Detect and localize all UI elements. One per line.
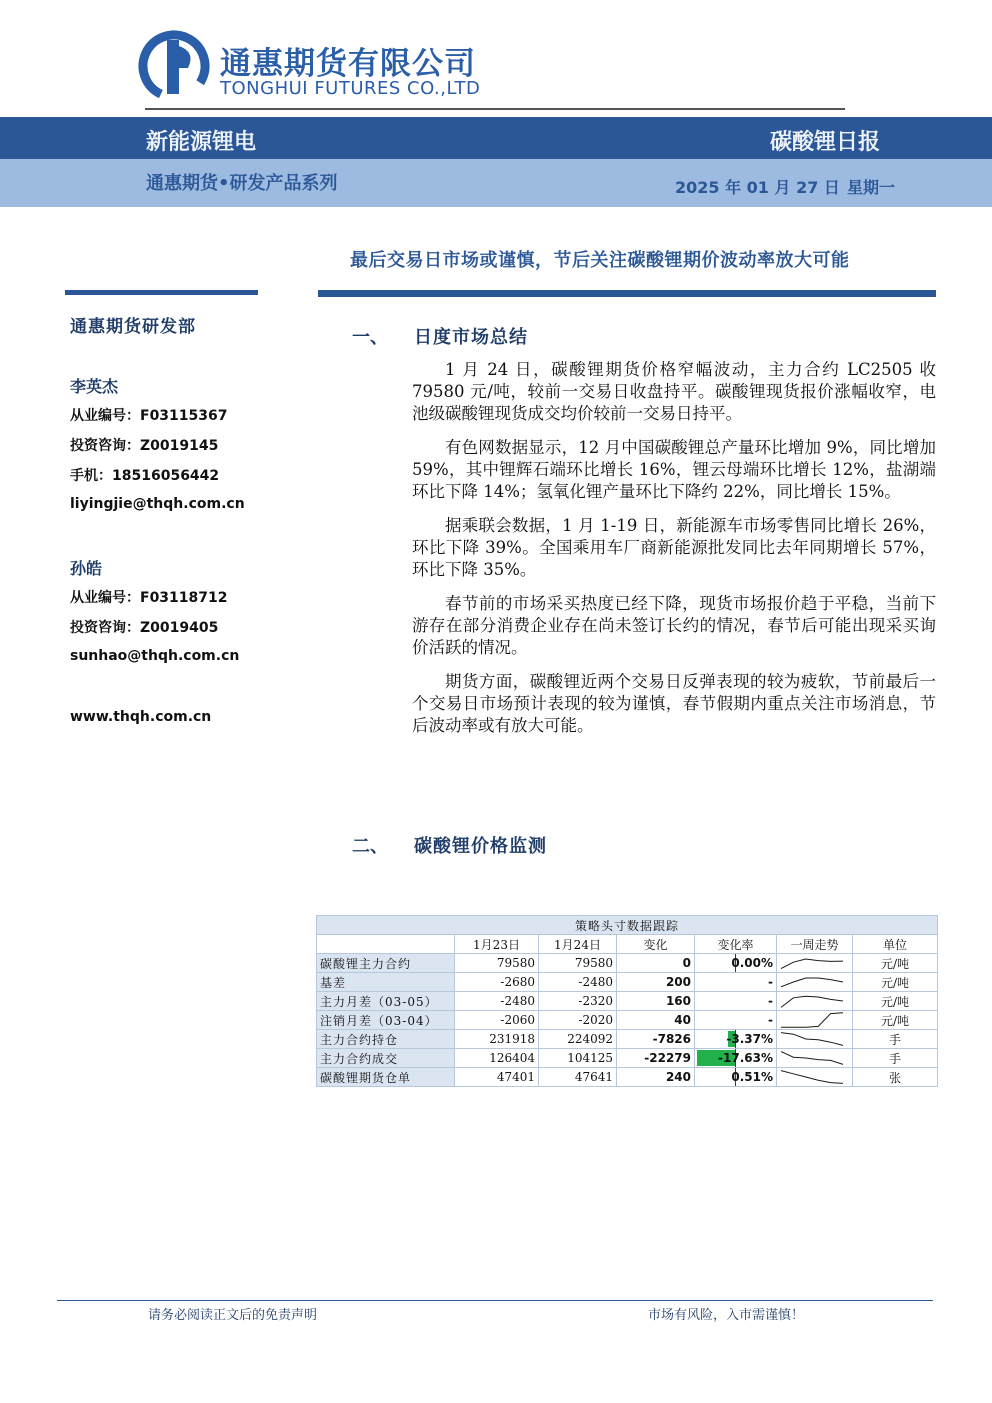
- report-category: 新能源锂电: [146, 130, 257, 155]
- analyst-consult-id: 投资咨询：Z0019145: [70, 438, 219, 454]
- change-rate-text: -: [768, 975, 773, 989]
- cell-change: 40: [617, 1011, 695, 1030]
- analyst-consult-id: 投资咨询：Z0019405: [70, 620, 219, 636]
- content-rule: [318, 290, 936, 297]
- footer-divider: [57, 1300, 933, 1301]
- cell-prev-day: 126404: [455, 1049, 539, 1068]
- row-label: 注销月差（03-04）: [317, 1011, 455, 1030]
- cell-change: 0: [617, 954, 695, 973]
- cell-current-day: 224092: [539, 1030, 617, 1049]
- analyst-email: sunhao@thqh.com.cn: [70, 648, 240, 664]
- cell-prev-day: 231918: [455, 1030, 539, 1049]
- cell-change-rate: [695, 1049, 777, 1068]
- column-header: [317, 935, 455, 954]
- cell-change-rate: [695, 1011, 777, 1030]
- sidebar-rule: [65, 290, 258, 295]
- cell-prev-day: -2680: [455, 973, 539, 992]
- cell-weekly-trend: [777, 1030, 853, 1049]
- column-header: 变化: [617, 935, 695, 954]
- table-title: 策略头寸数据跟踪: [317, 916, 938, 935]
- column-header: 变化率: [695, 935, 777, 954]
- cell-unit: 元/吨: [853, 1011, 938, 1030]
- paragraph: 1 月 24 日，碳酸锂期货价格窄幅波动，主力合约 LC2505 收 79580 元/吨，较前一交易日收盘持平。碳酸锂现货报价涨幅收窄，电池级碳酸锂现货成交均价较前一交易日持平。: [412, 360, 936, 423]
- cell-change-rate: [695, 1030, 777, 1049]
- header-divider: [145, 108, 845, 110]
- cell-change-rate: [695, 954, 777, 973]
- sparkline-series: [781, 1052, 843, 1065]
- sparkline: [777, 992, 847, 1010]
- cell-current-day: 79580: [539, 954, 617, 973]
- analyst-email: liyingjie@thqh.com.cn: [70, 496, 245, 512]
- column-header: 1月23日: [455, 935, 539, 954]
- cell-prev-day: 47401: [455, 1068, 539, 1087]
- sparkline: [777, 1068, 847, 1086]
- paragraph: 春节前的市场采买热度已经下降，现货市场报价趋于平稳，当前下游存在部分消费企业存在尚未签订长约的情况，春节后可能出现采买询价活跃的情况。: [412, 594, 936, 657]
- department-name: 通惠期货研发部: [70, 317, 196, 337]
- cell-prev-day: -2060: [455, 1011, 539, 1030]
- cell-weekly-trend: [777, 973, 853, 992]
- analyst-phone: 手机：18516056442: [70, 468, 220, 484]
- change-rate-text: -3.37%: [726, 1032, 773, 1046]
- section-number: 二、: [352, 836, 388, 857]
- table-row: [317, 954, 938, 973]
- cell-change-rate: [695, 973, 777, 992]
- sparkline: [777, 954, 847, 972]
- row-label: 主力合约成交: [317, 1049, 455, 1068]
- cell-current-day: -2480: [539, 973, 617, 992]
- table-row: [317, 992, 938, 1011]
- sparkline: [777, 973, 847, 991]
- sparkline-series: [781, 978, 843, 987]
- cell-unit: 张: [853, 1068, 938, 1087]
- section-title: 碳酸锂价格监测: [414, 836, 547, 857]
- analyst-license: 从业编号：F03118712: [70, 590, 228, 606]
- data-table: [316, 915, 937, 1087]
- cell-change: 240: [617, 1068, 695, 1087]
- cell-unit: 手: [853, 1049, 938, 1068]
- cell-weekly-trend: [777, 992, 853, 1011]
- paragraph: 有色网数据显示，12 月中国碳酸锂总产量环比增加 9%，同比增加 59%，其中锂辉石端环比增长 16%，锂云母端环比增长 12%，盐湖端环比下降 14%；氢氧化锂产量环比下降约 22%，同比增长 15%。: [412, 438, 936, 501]
- company-name-cn: 通惠期货有限公司: [220, 46, 476, 82]
- cell-unit: 元/吨: [853, 973, 938, 992]
- sparkline-series: [781, 1033, 843, 1046]
- page-title: 最后交易日市场或谨慎，节后关注碳酸锂期价波动率放大可能: [350, 250, 850, 271]
- change-rate-text: -: [768, 994, 773, 1008]
- cell-unit: 手: [853, 1030, 938, 1049]
- cell-prev-day: -2480: [455, 992, 539, 1011]
- report-weekday: 星期一: [847, 178, 896, 197]
- cell-current-day: 104125: [539, 1049, 617, 1068]
- company-name-en: TONGHUI FUTURES CO.,LTD: [220, 78, 481, 99]
- company-logo-icon: [138, 30, 210, 102]
- cell-unit: 元/吨: [853, 992, 938, 1011]
- sparkline-series: [781, 1013, 843, 1027]
- report-date: 2025 年 01 月 27 日: [675, 178, 840, 197]
- table-row: [317, 1049, 938, 1068]
- report-series: 通惠期货•研发产品系列: [146, 173, 338, 194]
- footer-risk-note: 市场有风险，入市需谨慎！: [648, 1308, 805, 1323]
- cell-change: 200: [617, 973, 695, 992]
- analyst-license: 从业编号：F03115367: [70, 408, 228, 424]
- change-rate-text: 0.51%: [731, 1070, 773, 1084]
- footer-disclaimer: 请务必阅读正文后的免责声明: [148, 1308, 318, 1323]
- cell-current-day: 47641: [539, 1068, 617, 1087]
- cell-weekly-trend: [777, 954, 853, 973]
- section-number: 一、: [352, 327, 388, 348]
- row-label: 主力合约持仓: [317, 1030, 455, 1049]
- paragraph: 据乘联会数据，1 月 1-19 日，新能源车市场零售同比增长 26%，环比下降 39%。全国乘用车厂商新能源批发同比去年同期增长 57%，环比下降 35%。: [412, 516, 936, 579]
- analyst-name: 孙皓: [70, 559, 103, 578]
- section-title: 日度市场总结: [414, 327, 528, 348]
- sparkline: [777, 1030, 847, 1048]
- table-row: [317, 1030, 938, 1049]
- cell-unit: 元/吨: [853, 954, 938, 973]
- cell-current-day: -2020: [539, 1011, 617, 1030]
- row-label: 碳酸锂期货仓单: [317, 1068, 455, 1087]
- table-row: [317, 973, 938, 992]
- column-header: 单位: [853, 935, 938, 954]
- cell-weekly-trend: [777, 1068, 853, 1087]
- sparkline-series: [781, 996, 843, 1007]
- change-rate-text: 0.00%: [731, 956, 773, 970]
- cell-weekly-trend: [777, 1049, 853, 1068]
- paragraph: 期货方面，碳酸锂近两个交易日反弹表现的较为疲软，节前最后一个交易日市场预计表现的较为谨慎，春节假期内重点关注市场消息，节后波动率或有放大可能。: [412, 672, 936, 735]
- cell-prev-day: 79580: [455, 954, 539, 973]
- sparkline-series: [781, 1071, 843, 1084]
- column-header: 一周走势: [777, 935, 853, 954]
- cell-current-day: -2320: [539, 992, 617, 1011]
- column-header: 1月24日: [539, 935, 617, 954]
- row-label: 主力月差（03-05）: [317, 992, 455, 1011]
- table-row: [317, 1068, 938, 1087]
- section-body: [412, 359, 936, 749]
- cell-change: -22279: [617, 1049, 695, 1068]
- cell-change-rate: [695, 1068, 777, 1087]
- cell-change-rate: [695, 992, 777, 1011]
- sparkline: [777, 1049, 847, 1067]
- cell-weekly-trend: [777, 1011, 853, 1030]
- analyst-name: 李英杰: [70, 377, 119, 396]
- report-name: 碳酸锂日报: [770, 130, 881, 155]
- website-link[interactable]: www.thqh.com.cn: [70, 709, 212, 725]
- change-rate-text: -: [768, 1013, 773, 1027]
- sparkline: [777, 1011, 847, 1029]
- cell-change: 160: [617, 992, 695, 1011]
- sparkline-series: [781, 959, 843, 969]
- row-label: 基差: [317, 973, 455, 992]
- table-row: [317, 1011, 938, 1030]
- change-rate-text: -17.63%: [718, 1051, 773, 1065]
- cell-change: -7826: [617, 1030, 695, 1049]
- row-label: 碳酸锂主力合约: [317, 954, 455, 973]
